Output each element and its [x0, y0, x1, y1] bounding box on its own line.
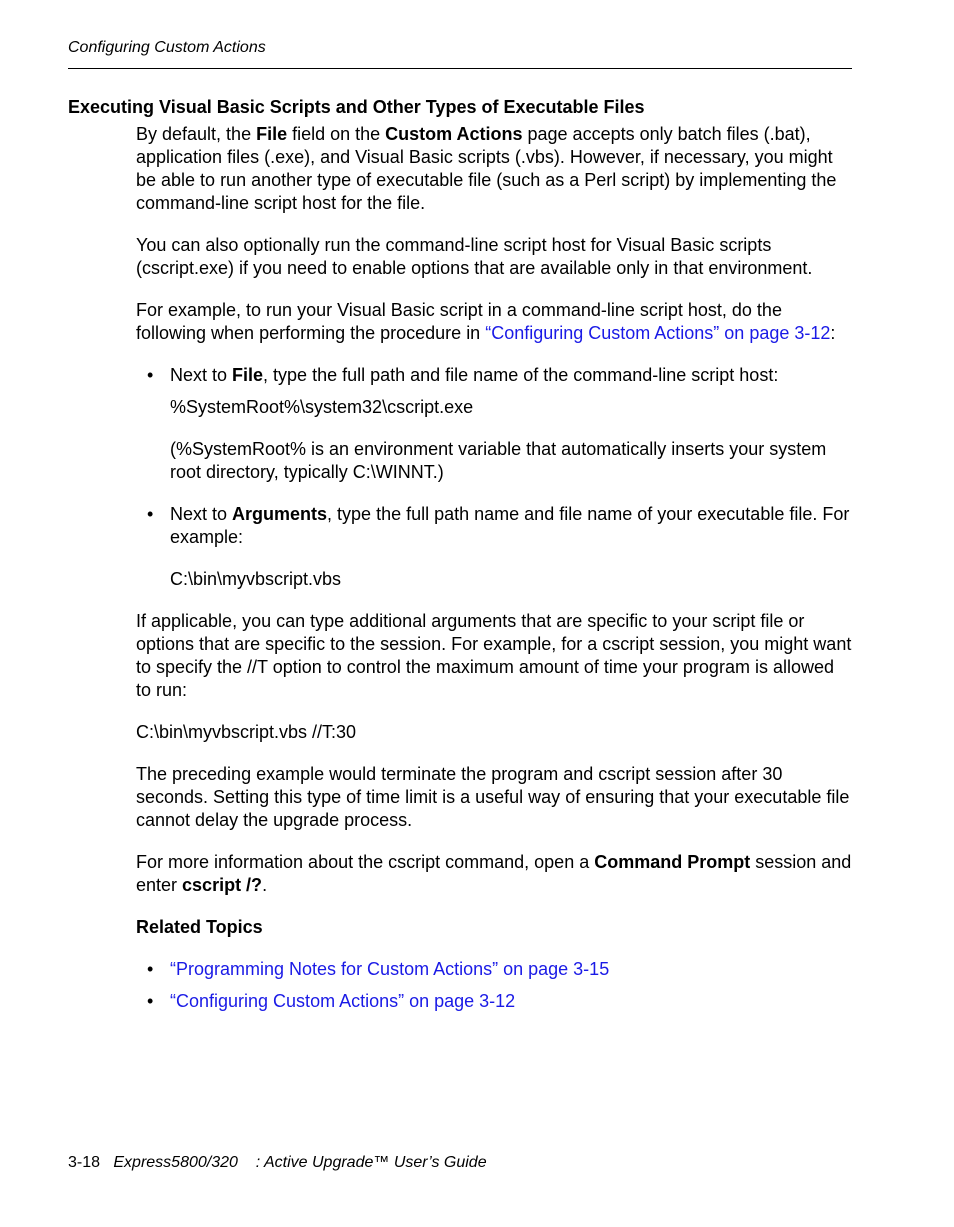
code-script-path: C:\bin\myvbscript.vbs	[170, 569, 342, 589]
page-footer	[68, 1154, 487, 1172]
footer-guide-title: : Active Upgrade™ User’s Guide	[255, 1154, 487, 1171]
running-header-title: Configuring Custom Actions	[68, 39, 266, 56]
link-configuring-custom-actions[interactable]: “Configuring Custom Actions” on page 3-12	[485, 323, 831, 343]
paragraph-more-info: For more information about the cscript command, open a Command Prompt session and enter cscript /?.	[136, 852, 852, 895]
procedure-list	[136, 364, 852, 591]
body-text	[136, 123, 852, 1032]
paragraph-additional-arguments: If applicable, you can type additional arguments that are specific to your script file or options that are specific to the session. For example, for a cscript session, you might want to specify the //T option to control the maximum amount of time your program is allowed to run:	[136, 611, 852, 700]
section-heading: Executing Visual Basic Scripts and Other Types of Executable Files	[68, 97, 645, 117]
bullet-icon: •	[147, 991, 154, 1011]
related-topic-item	[136, 990, 852, 1013]
footer-product: Express5800/320	[113, 1154, 238, 1171]
list-item-file: • Next to File, type the full path and file name of the command-line script host: %SystemRoot%\system32\cscript.exe (%SystemRoot% is an environment variable that automatically inserts your system root directory, typically C:\WINNT.)	[136, 364, 852, 484]
bullet-icon: •	[147, 959, 154, 979]
code-cscript-path: %SystemRoot%\system32\cscript.exe	[170, 397, 474, 417]
list-item-arguments: • Next to Arguments, type the full path name and file name of your executable file. For example: C:\bin\myvbscript.vbs	[136, 503, 852, 591]
paragraph-example-intro: For example, to run your Visual Basic script in a command-line script host, do the following when performing the procedure in “Configuring Custom Actions” on page 3-12:	[136, 300, 836, 343]
related-topic-item	[136, 958, 852, 981]
code-example-timeout: C:\bin\myvbscript.vbs //T:30	[136, 722, 357, 742]
related-topics-heading: Related Topics	[136, 917, 263, 937]
systemroot-note: (%SystemRoot% is an environment variable that automatically inserts your system root directory, typically C:\WINNT.)	[170, 439, 827, 482]
file-term: File	[232, 365, 264, 385]
link-configuring-custom-actions-related[interactable]: “Configuring Custom Actions” on page 3-12	[170, 991, 516, 1011]
bullet-icon: •	[147, 365, 154, 385]
paragraph-default-file-types: By default, the File field on the Custom Actions page accepts only batch files (.bat), application files (.exe), and Visual Basic scripts (.vbs). However, if necessary, you might be able to run another type of executable file (such as a Perl script) by implementing the command-line script host for the file.	[136, 124, 837, 213]
file-field-term: File	[256, 124, 288, 144]
custom-actions-term: Custom Actions	[385, 124, 523, 144]
related-topics-list	[136, 958, 852, 1013]
cscript-help-command: cscript /?	[182, 875, 263, 895]
header-rule	[68, 68, 852, 69]
paragraph-cscript-option: You can also optionally run the command-line script host for Visual Basic scripts (cscript.exe) if you need to enable options that are available only in that environment.	[136, 235, 813, 278]
page-number: 3-18	[68, 1154, 101, 1171]
link-programming-notes[interactable]: “Programming Notes for Custom Actions” on page 3-15	[170, 959, 610, 979]
paragraph-timeout-explanation: The preceding example would terminate the program and cscript session after 30 seconds. Setting this type of time limit is a useful way of ensuring that your executable file cannot delay the upgrade process.	[136, 764, 850, 830]
command-prompt-term: Command Prompt	[594, 852, 751, 872]
bullet-icon: •	[147, 504, 154, 524]
arguments-term: Arguments	[232, 504, 328, 524]
